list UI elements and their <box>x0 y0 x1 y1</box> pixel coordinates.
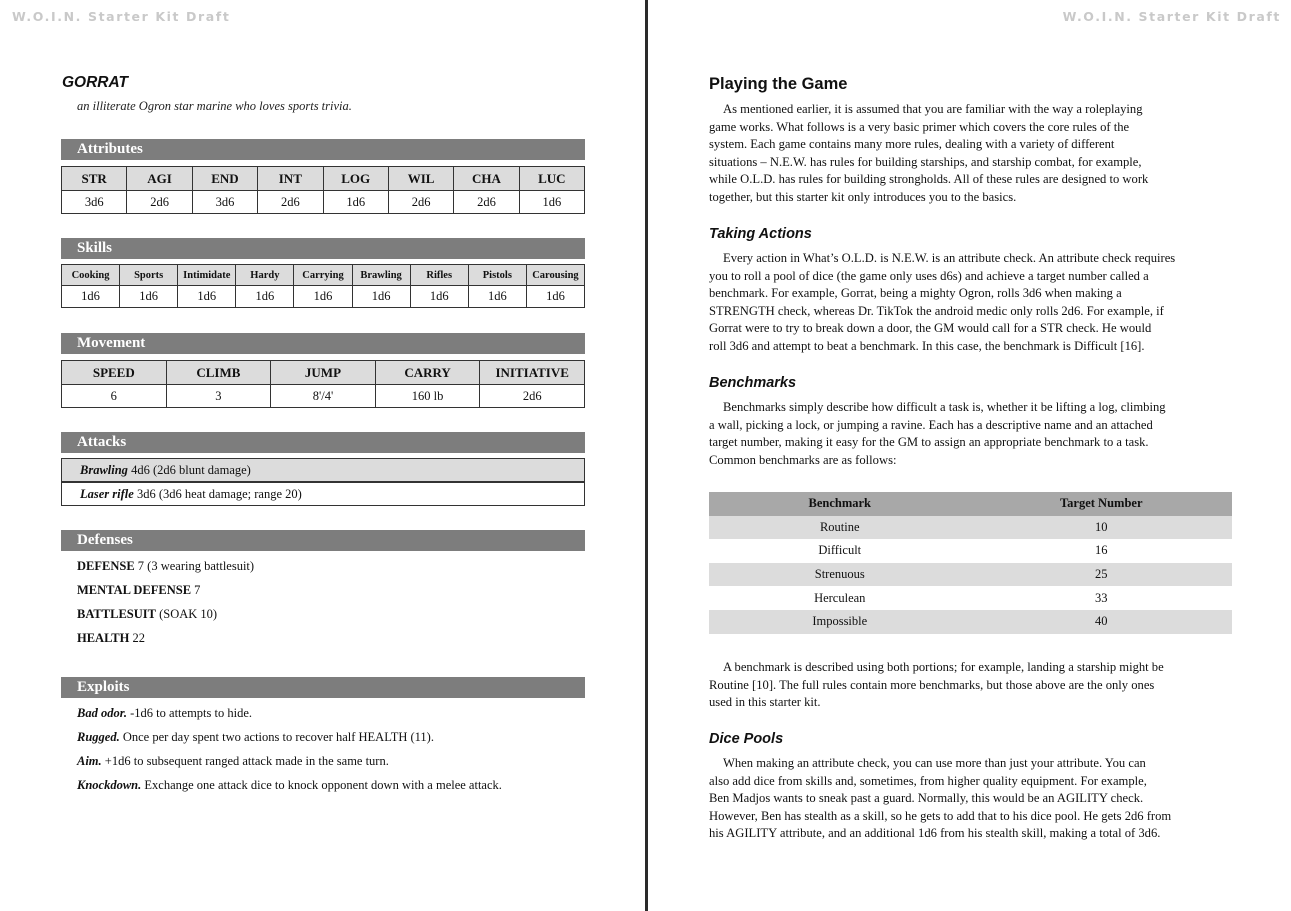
text-line: together, but this starter kit only introduces you to the basics. <box>709 189 1017 204</box>
exploit-line <box>77 778 502 793</box>
text-line: Routine [10]. The full rules contain more benchmarks, but those above are the only ones <box>709 677 1155 692</box>
text-line: Every action in What’s O.L.D. is N.E.W. is an attribute check. An attribute check requires <box>723 251 1176 265</box>
character-description: an illiterate Ogron star marine who loves sports trivia. <box>77 99 352 113</box>
skill-header: Intimidate <box>178 265 236 286</box>
text-line: As mentioned earlier, it is assumed that you are familiar with the way a roleplaying <box>723 102 1143 116</box>
attributes-section-title: Attributes <box>61 139 585 160</box>
skill-value: 1d6 <box>352 286 410 308</box>
movement-section-title: Movement <box>61 333 585 354</box>
target-number: 25 <box>971 563 1233 587</box>
movement-value: 160 lb <box>375 385 480 408</box>
heading-playing-the-game: Playing the Game <box>709 75 848 93</box>
movement-header: INITIATIVE <box>480 361 585 385</box>
running-header-right: W.O.I.N. Starter Kit Draft <box>1062 9 1281 24</box>
exploit-text: Exchange one attack dice to knock opponent down with a melee attack. <box>141 778 502 792</box>
heading-benchmarks: Benchmarks <box>709 375 797 391</box>
skill-header: Cooking <box>62 265 120 286</box>
exploits-section-title: Exploits <box>61 677 585 698</box>
skill-value: 1d6 <box>178 286 236 308</box>
text-line: while O.L.D. has rules for building strongholds. All of these rules are designed to work <box>709 172 1149 187</box>
skill-header: Carousing <box>526 265 584 286</box>
movement-table <box>61 360 585 408</box>
defense-label: HEALTH <box>77 631 130 645</box>
exploit-line <box>77 754 389 769</box>
skill-value: 1d6 <box>62 286 120 308</box>
benchmark-table <box>709 492 1232 634</box>
attack-detail: 4d6 (2d6 blunt damage) <box>127 463 251 477</box>
target-number: 33 <box>1095 590 1108 605</box>
paragraph-playing <box>709 101 1229 207</box>
attr-value: 2d6 <box>127 191 192 214</box>
text-line: STRENGTH check, whereas Dr. TikTok the android medic only rolls 2d6. For example, if <box>709 303 1164 318</box>
text-line: A benchmark is described using both portions; for example, landing a starship might be <box>723 660 1164 674</box>
defense-line <box>77 583 200 598</box>
paragraph-dice-pools <box>709 755 1229 843</box>
attr-header: STR <box>62 167 127 191</box>
movement-header: JUMP <box>271 361 376 385</box>
attr-header: WIL <box>388 167 453 191</box>
text-line: also add dice from skills and, sometimes, from higher quality equipment. For example, <box>709 773 1147 788</box>
defense-value: 7 <box>191 583 201 597</box>
skill-value: 1d6 <box>120 286 178 308</box>
text-line: Common benchmarks are as follows: <box>709 452 897 467</box>
attr-header: AGI <box>127 167 192 191</box>
exploit-line <box>77 730 434 745</box>
attr-value: 2d6 <box>258 191 323 214</box>
movement-header: CLIMB <box>166 361 271 385</box>
exploit-text: Once per day spent two actions to recover half HEALTH (11). <box>119 730 434 744</box>
paragraph-benchmarks-after <box>709 659 1229 712</box>
movement-value: 2d6 <box>480 385 585 408</box>
skill-header: Brawling <box>352 265 410 286</box>
defense-value: 7 (3 wearing battlesuit) <box>134 559 255 573</box>
heading-dice-pools: Dice Pools <box>709 731 784 747</box>
defense-line <box>77 559 254 574</box>
attributes-table <box>61 166 585 214</box>
skill-header: Hardy <box>236 265 294 286</box>
benchmark-name: Herculean <box>814 590 866 605</box>
text-line: Gorrat were to try to break down a door, the GM would call for a STR check. He would <box>709 321 1152 336</box>
target-number: 40 <box>971 610 1233 634</box>
exploit-name: Rugged. <box>77 730 120 744</box>
attack-row <box>61 482 585 506</box>
defense-label: MENTAL DEFENSE <box>77 583 192 597</box>
skill-value: 1d6 <box>468 286 526 308</box>
exploit-name: Knockdown. <box>77 778 142 792</box>
skill-value: 1d6 <box>294 286 352 308</box>
defenses-section-title: Defenses <box>61 530 585 551</box>
skill-header: Carrying <box>294 265 352 286</box>
defense-value: (SOAK 10) <box>155 607 218 621</box>
skill-header: Pistols <box>468 265 526 286</box>
attack-detail: 3d6 (3d6 heat damage; range 20) <box>133 487 302 501</box>
left-page <box>0 0 645 911</box>
attr-header: LUC <box>519 167 584 191</box>
defense-line <box>77 631 145 646</box>
text-line: game works. What follows is a very basic primer which covers the core rules of the <box>709 119 1130 134</box>
exploit-name: Aim. <box>77 754 102 768</box>
attr-value: 3d6 <box>192 191 257 214</box>
defense-label: DEFENSE <box>77 559 135 573</box>
attacks-section-title: Attacks <box>61 432 585 453</box>
attr-value: 3d6 <box>62 191 127 214</box>
attr-header: CHA <box>454 167 519 191</box>
movement-header: SPEED <box>62 361 167 385</box>
skill-value: 1d6 <box>236 286 294 308</box>
defense-line <box>77 607 217 622</box>
exploit-text: -1d6 to attempts to hide. <box>127 706 252 720</box>
defense-label: BATTLESUIT <box>77 607 156 621</box>
table-row <box>709 539 1232 563</box>
skill-header: Sports <box>120 265 178 286</box>
text-line: roll 3d6 and attempt to beat a benchmark. In this case, the benchmark is Difficult [16]. <box>709 338 1145 353</box>
table-row <box>709 563 1232 587</box>
skills-table <box>61 264 585 308</box>
movement-value: 8'/4' <box>271 385 376 408</box>
running-header-left: W.O.I.N. Starter Kit Draft <box>12 9 231 24</box>
skill-value: 1d6 <box>410 286 468 308</box>
text-line: However, Ben has stealth as a skill, so he gets to add that to his dice pool. He gets 2d6 from <box>709 808 1172 823</box>
movement-value: 6 <box>62 385 167 408</box>
table-row <box>709 516 1232 540</box>
attr-header: END <box>192 167 257 191</box>
text-line: target number, making it easy for the GM to assign an appropriate benchmark to a task. <box>709 435 1149 450</box>
text-line: situations – N.E.W. has rules for building starships, and starship combat, for example, <box>709 154 1142 169</box>
table-row <box>709 586 1232 610</box>
text-line: system. Each game contains many more rules, dealing with a variety of different <box>709 137 1115 152</box>
target-number: 10 <box>971 516 1233 540</box>
movement-value: 3 <box>166 385 271 408</box>
target-number-column-header: Target Number <box>971 492 1233 516</box>
text-line: When making an attribute check, you can use more than just your attribute. You can <box>723 756 1146 770</box>
heading-taking-actions: Taking Actions <box>709 226 812 242</box>
exploit-text: +1d6 to subsequent ranged attack made in the same turn. <box>101 754 389 768</box>
exploit-line <box>77 706 252 721</box>
skill-value: 1d6 <box>526 286 584 308</box>
text-line: used in this starter kit. <box>709 695 821 710</box>
text-line: benchmark. For example, Gorrat, being a mighty Ogron, rolls 3d6 when making a <box>709 286 1122 301</box>
skills-section-title: Skills <box>61 238 585 259</box>
movement-header: CARRY <box>375 361 480 385</box>
benchmark-name: Impossible <box>709 610 971 634</box>
benchmark-name: Routine <box>709 516 971 540</box>
benchmark-column-header: Benchmark <box>709 492 971 516</box>
attack-name: Brawling <box>80 463 128 477</box>
paragraph-benchmarks <box>709 399 1229 469</box>
attr-value: 2d6 <box>454 191 519 214</box>
text-line: Ben Madjos wants to sneak past a guard. Normally, this would be an AGILITY check. <box>709 791 1144 806</box>
attr-value: 1d6 <box>323 191 388 214</box>
benchmark-name: Difficult <box>818 543 862 558</box>
right-page <box>648 0 1291 911</box>
attack-row <box>61 458 585 482</box>
text-line: Benchmarks simply describe how difficult a task is, whether it be lifting a log, climbing <box>723 400 1166 414</box>
exploit-name: Bad odor. <box>77 706 128 720</box>
attack-name: Laser rifle <box>80 487 134 501</box>
benchmark-name: Strenuous <box>709 563 971 587</box>
attr-header: LOG <box>323 167 388 191</box>
text-line: his AGILITY attribute, and an additional 1d6 from his stealth skill, making a total of 3d6. <box>709 826 1161 841</box>
text-line: a wall, picking a lock, or jumping a ravine. Each has a descriptive name and an attached <box>709 417 1153 432</box>
text-line: you to roll a pool of dice (the game only uses d6s) and achieve a target number called a <box>709 268 1149 283</box>
skill-header: Rifles <box>410 265 468 286</box>
table-row <box>709 610 1232 634</box>
attr-value: 1d6 <box>519 191 584 214</box>
defense-value: 22 <box>129 631 145 645</box>
attr-value: 2d6 <box>388 191 453 214</box>
paragraph-taking-actions <box>709 250 1229 356</box>
character-name: GORRAT <box>62 74 129 91</box>
attr-header: INT <box>258 167 323 191</box>
target-number: 16 <box>1095 543 1108 558</box>
